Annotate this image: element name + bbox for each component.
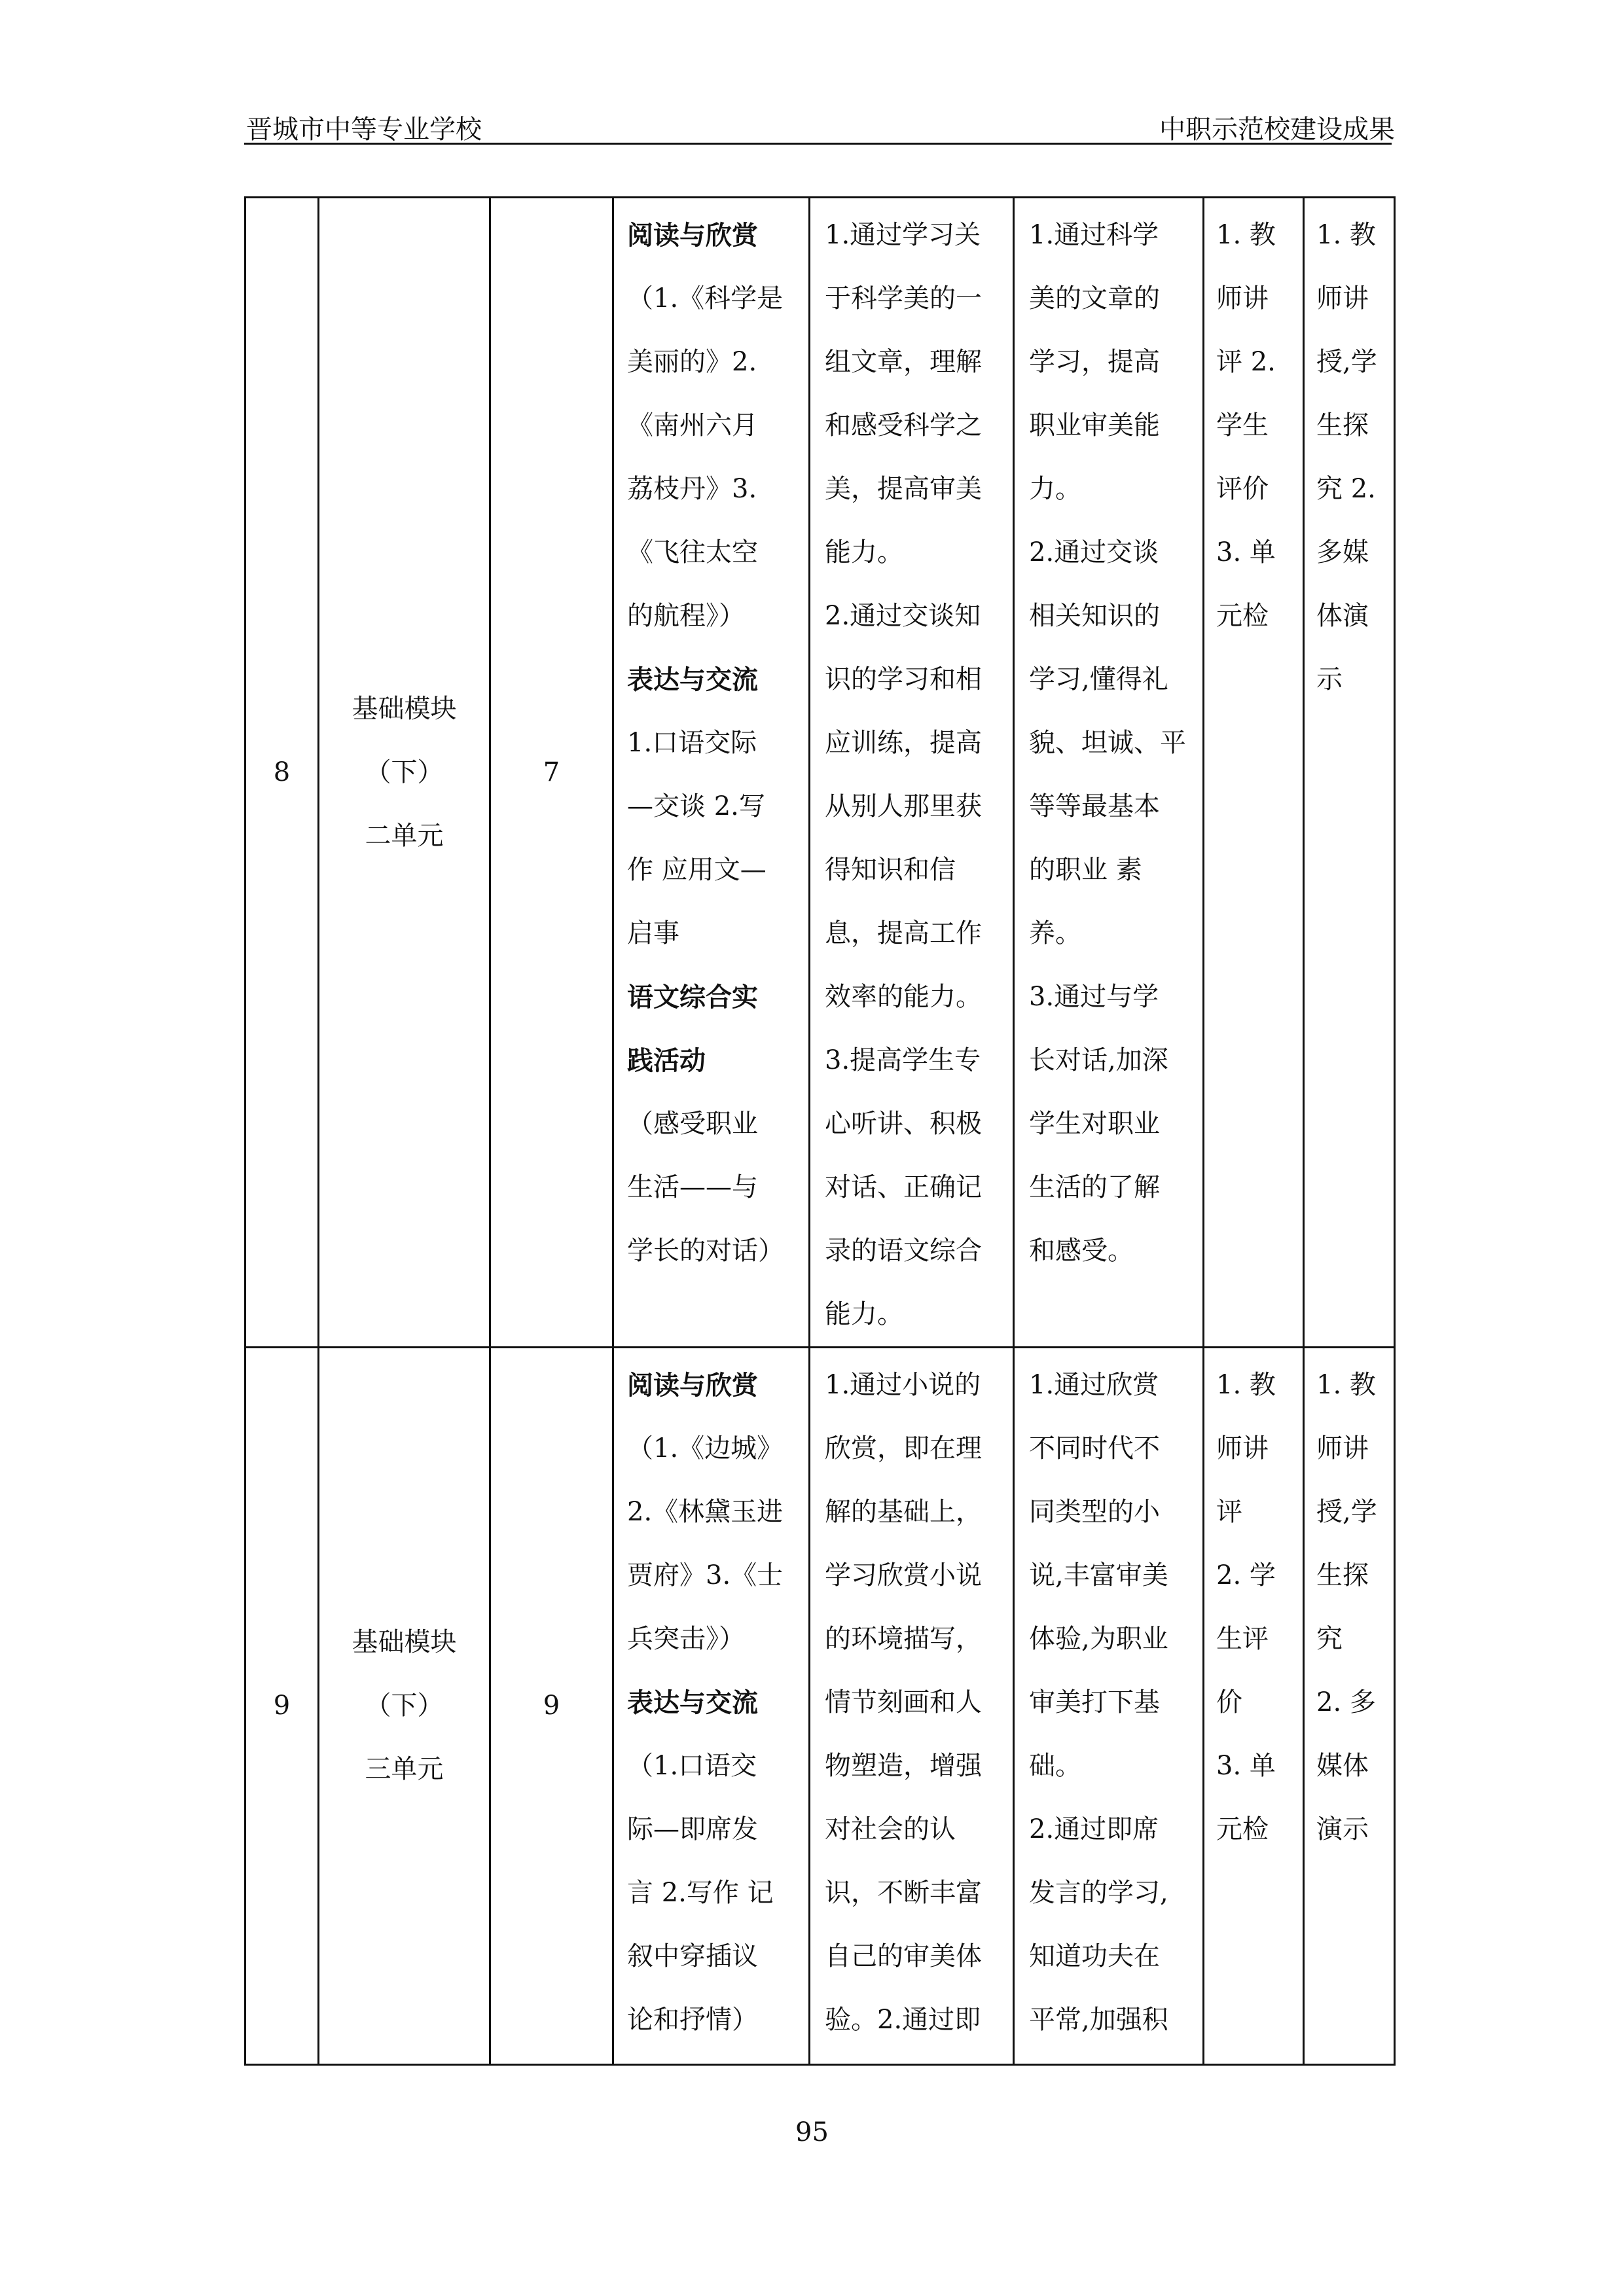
assessment-line: 1. 教	[1216, 1370, 1276, 1400]
content-line: 美丽的》2.	[627, 347, 757, 377]
goal-b-line: 养。	[1029, 918, 1081, 948]
hours-cell	[490, 198, 613, 1348]
method-line: 2. 多	[1316, 1687, 1376, 1717]
goal-a-cell	[810, 198, 1014, 1348]
goal-b-line: 2.通过即席	[1029, 1814, 1159, 1844]
method-line: 体演	[1316, 601, 1369, 631]
method-line: 授,学	[1316, 347, 1377, 377]
page-number: 95	[795, 2117, 829, 2147]
header-school-name: 晋城市中等专业学校	[246, 115, 482, 145]
assessment-line: 师讲	[1216, 283, 1269, 314]
content-line: （1.《边城》	[627, 1433, 784, 1463]
row-index: 8	[273, 757, 291, 787]
content-line: 《南州六月	[627, 410, 758, 440]
goal-b-line: 发言的学习,	[1029, 1878, 1168, 1908]
method-cell	[1304, 198, 1395, 1348]
goal-b-line: 2.通过交谈	[1029, 537, 1159, 567]
method-line: 究	[1316, 1624, 1343, 1654]
unit-line: （下）	[365, 757, 444, 787]
unit-line: 三单元	[365, 1754, 444, 1784]
row-index-cell	[245, 198, 319, 1348]
method-line: 1. 教	[1316, 220, 1376, 250]
unit-cell	[319, 198, 490, 1348]
goal-a-line: 能力。	[825, 1299, 903, 1329]
goal-b-line: 相关知识的	[1029, 601, 1160, 631]
content-line: —交谈 2.写	[627, 791, 765, 821]
goal-a-line: 对社会的认	[825, 1814, 956, 1844]
content-line: 的航程》）	[627, 601, 745, 631]
assessment-line: 评 2.	[1216, 347, 1276, 377]
row-index-cell	[245, 1348, 319, 2065]
goal-a-line: 3.提高学生专	[825, 1045, 981, 1075]
unit-line: 基础模块	[352, 1627, 457, 1657]
unit-line: 基础模块	[352, 693, 457, 724]
content-line: 作 应用文—	[627, 855, 767, 885]
content-line: （1.《科学是	[627, 283, 784, 314]
assessment-cell	[1204, 198, 1304, 1348]
hours-value: 9	[543, 1691, 560, 1721]
content-line: 启事	[627, 918, 679, 948]
goal-b-line: 1.通过欣赏	[1029, 1370, 1159, 1400]
goal-a-line: 情节刻画和人	[825, 1687, 982, 1717]
goal-a-line: 能力。	[825, 537, 903, 567]
assessment-line: 学生	[1216, 410, 1269, 440]
content-line: 践活动	[627, 1045, 706, 1076]
method-line: 师讲	[1316, 1433, 1369, 1463]
assessment-line: 1. 教	[1216, 220, 1276, 250]
goal-b-line: 体验,为职业	[1029, 1624, 1168, 1654]
goal-b-line: 学生对职业	[1029, 1109, 1160, 1139]
method-line: 示	[1316, 664, 1343, 694]
goal-b-line: 貌、坦诚、平	[1029, 728, 1186, 758]
table-row	[245, 1348, 1395, 2065]
assessment-line: 生评	[1216, 1624, 1269, 1654]
goal-a-cell	[810, 1348, 1014, 2065]
row-index: 9	[273, 1691, 291, 1721]
content-line: 阅读与欣赏	[627, 1370, 758, 1401]
content-line: 兵突击》）	[627, 1624, 745, 1654]
assessment-cell	[1204, 1348, 1304, 2065]
goal-a-line: 息，提高工作	[825, 918, 982, 948]
goal-b-line: 审美打下基	[1029, 1687, 1160, 1717]
table-body	[245, 198, 1395, 2065]
method-line: 师讲	[1316, 283, 1369, 314]
content-line: 贾府》3.《士	[627, 1560, 784, 1590]
goal-a-line: 效率的能力。	[825, 982, 982, 1012]
goal-b-line: 职业审美能	[1029, 410, 1160, 440]
goal-b-line: 和感受。	[1029, 1236, 1134, 1266]
header-document-title: 中职示范校建设成果	[1159, 115, 1395, 145]
content-line: 生活——与	[627, 1172, 758, 1202]
assessment-line: 师讲	[1216, 1433, 1269, 1463]
goal-a-line: 得知识和信	[825, 855, 956, 885]
goal-a-line: 自己的审美体	[825, 1941, 982, 1971]
goal-a-line: 的环境描写，	[825, 1624, 982, 1654]
goal-a-line: 美，提高审美	[825, 474, 982, 504]
content-line: 表达与交流	[627, 664, 758, 695]
content-line: 叙中穿插议	[627, 1941, 758, 1971]
assessment-line: 3. 单	[1216, 1751, 1276, 1781]
goal-b-line: 美的文章的	[1029, 283, 1160, 314]
goal-b-line: 学习,懂得礼	[1029, 664, 1168, 694]
goal-b-line: 平常,加强积	[1029, 2005, 1168, 2035]
goal-a-line: 从别人那里获	[825, 791, 982, 821]
method-line: 1. 教	[1316, 1370, 1376, 1400]
content-cell	[613, 198, 810, 1348]
assessment-line: 2. 学	[1216, 1560, 1276, 1590]
assessment-line: 元检	[1216, 1814, 1269, 1844]
goal-a-line: 解的基础上，	[825, 1497, 982, 1527]
content-line: （1.口语交	[627, 1751, 757, 1781]
hours-value: 7	[543, 757, 560, 787]
content-line: 2.《林黛玉进	[627, 1497, 784, 1527]
content-line: （感受职业	[627, 1109, 758, 1139]
goal-b-line: 知道功夫在	[1029, 1941, 1160, 1971]
goal-b-line: 3.通过与学	[1029, 982, 1159, 1012]
content-line: 际—即席发	[627, 1814, 758, 1844]
goal-a-line: 2.通过交谈知	[825, 601, 981, 631]
content-line: 表达与交流	[627, 1687, 758, 1718]
goal-a-line: 对话、正确记	[825, 1172, 982, 1202]
goal-a-line: 物塑造，增强	[825, 1751, 982, 1781]
method-line: 生探	[1316, 1560, 1369, 1590]
goal-a-line: 于科学美的一	[825, 283, 982, 314]
content-line: 荔枝丹》3.	[627, 474, 757, 504]
method-line: 媒体	[1316, 1751, 1369, 1781]
goal-b-line: 等等最基本	[1029, 791, 1160, 821]
assessment-line: 价	[1216, 1687, 1242, 1717]
goal-b-line: 同类型的小	[1029, 1497, 1160, 1527]
hours-cell	[490, 1348, 613, 2065]
assessment-line: 3. 单	[1216, 537, 1276, 567]
goal-a-line: 1.通过小说的	[825, 1370, 981, 1400]
method-line: 演示	[1316, 1814, 1369, 1844]
goal-a-line: 应训练，提高	[825, 728, 982, 758]
content-line: 阅读与欣赏	[627, 220, 758, 251]
method-line: 究 2.	[1316, 474, 1376, 504]
curriculum-table	[244, 196, 1396, 2066]
goal-a-line: 学习欣赏小说	[825, 1560, 982, 1590]
goal-a-line: 识的学习和相	[825, 664, 982, 694]
goal-a-line: 识，不断丰富	[825, 1878, 982, 1908]
table-row	[245, 198, 1395, 1348]
header-divider	[244, 143, 1392, 145]
method-line: 多媒	[1316, 537, 1369, 567]
content-line: 言 2.写作 记	[627, 1878, 774, 1908]
goal-a-line: 欣赏，即在理	[825, 1433, 982, 1463]
content-cell	[613, 1348, 810, 2065]
goal-b-line: 力。	[1029, 474, 1081, 504]
goal-b-line: 的职业 素	[1029, 855, 1142, 885]
unit-cell	[319, 1348, 490, 2065]
goal-a-line: 心听讲、积极	[825, 1109, 982, 1139]
goal-a-line: 1.通过学习关	[825, 220, 981, 250]
goal-b-line: 长对话,加深	[1029, 1045, 1168, 1075]
method-cell	[1304, 1348, 1395, 2065]
goal-b-line: 不同时代不	[1029, 1433, 1160, 1463]
goal-b-line: 生活的了解	[1029, 1172, 1160, 1202]
content-line: 1.口语交际	[627, 728, 757, 758]
goal-b-line: 说,丰富审美	[1029, 1560, 1168, 1590]
unit-line: 二单元	[365, 820, 444, 851]
goal-b-line: 础。	[1029, 1751, 1081, 1781]
goal-b-cell	[1014, 198, 1204, 1348]
content-line: 论和抒情）	[627, 2005, 758, 2035]
assessment-line: 评价	[1216, 474, 1269, 504]
unit-line: （下）	[365, 1691, 444, 1721]
content-line: 学长的对话）	[627, 1236, 784, 1266]
assessment-line: 元检	[1216, 601, 1269, 631]
method-line: 授,学	[1316, 1497, 1377, 1527]
goal-a-line: 和感受科学之	[825, 410, 982, 440]
method-line: 生探	[1316, 410, 1369, 440]
goal-a-line: 录的语文综合	[825, 1236, 982, 1266]
goal-b-cell	[1014, 1348, 1204, 2065]
goal-b-line: 1.通过科学	[1029, 220, 1159, 250]
assessment-line: 评	[1216, 1497, 1242, 1527]
goal-a-line: 组文章，理解	[825, 347, 982, 377]
content-line: 语文综合实	[627, 982, 758, 1013]
content-line: 《飞往太空	[627, 537, 758, 567]
goal-b-line: 学习，提高	[1029, 347, 1160, 377]
goal-a-line: 验。2.通过即	[825, 2005, 981, 2035]
